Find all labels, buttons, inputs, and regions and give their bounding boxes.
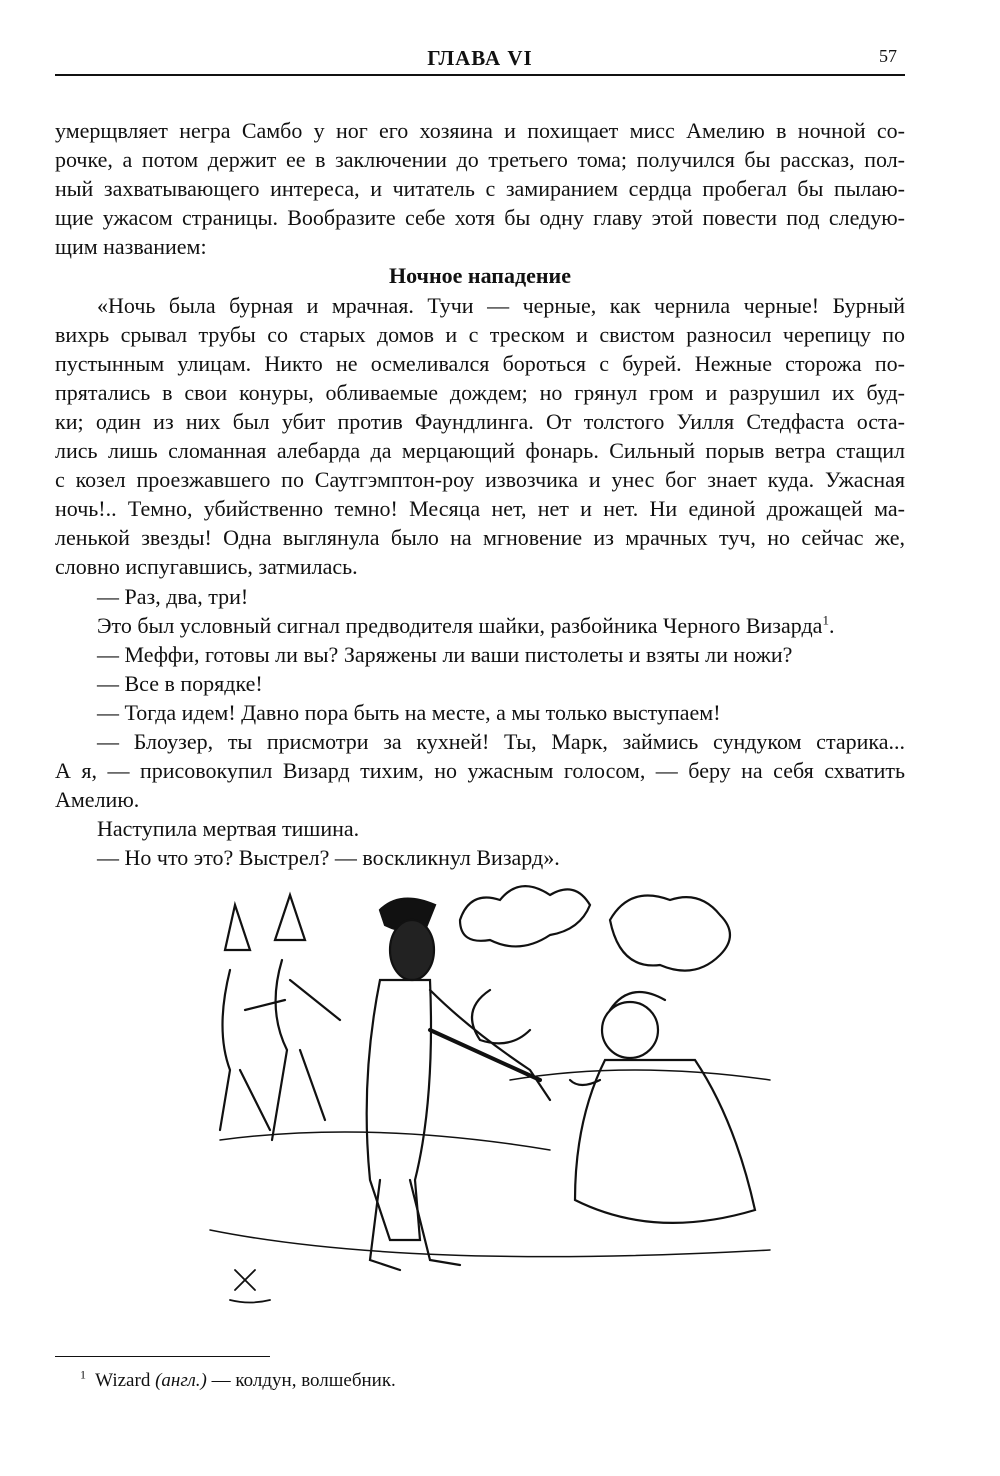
- text-line: словно испугавшись, затмилась.: [55, 554, 358, 580]
- footnote-rule: [55, 1356, 270, 1357]
- header-rule: [55, 74, 905, 76]
- running-head: [55, 44, 905, 74]
- text-line: лись лишь сломанная алебарда да мерцающий фонарь. Сильный порыв ветра стащил: [55, 438, 905, 464]
- footnote-lang: (англ.): [155, 1370, 207, 1391]
- text-line: Наступила мертвая тишина.: [97, 816, 360, 842]
- text-line: щим названием:: [55, 234, 207, 260]
- footnote-text: — колдун, волшебник.: [206, 1370, 396, 1391]
- text-line: ный захватывающего интереса, и читатель с замиранием сердца пробегал бы пылаю-: [55, 176, 905, 202]
- text-line: — Тогда идем! Давно пора быть на месте, а мы только выступаем!: [97, 699, 721, 725]
- footnote-term: Wizard: [95, 1370, 151, 1391]
- text-line: А я, — присовокупил Визард тихим, но ужасным голосом, — беру на себя схватить: [55, 758, 905, 784]
- text-line: прятались в свои конуры, обливаемые дождем; но грянул гром и разрушил их буд-: [55, 379, 905, 405]
- text-line: вихрь срывал трубы со старых домов и с треском и свистом разносил черепицу по: [55, 321, 905, 347]
- text-line: рочке, а потом держит ее в заключении до третьего тома; получился бы рассказ, пол-: [55, 147, 905, 173]
- footnote-reference[interactable]: 1: [822, 612, 829, 628]
- text-line: ки; один из них был убит против Фаундлинга. От толстого Уилля Стедфаста оста-: [55, 408, 905, 434]
- text-line: — Но что это? Выстрел? — воскликнул Визард».: [97, 845, 560, 871]
- chapter-title: ГЛАВА VI: [427, 46, 533, 70]
- page-number: 57: [879, 46, 897, 66]
- text-line: щие ужасом страницы. Вообразите себе хотя бы одну главу этой повести под следую-: [55, 205, 905, 231]
- text-line: — Раз, два, три!: [97, 583, 249, 609]
- text-span: Это был условный сигнал предводителя шайки, разбойника Черного Визарда: [97, 612, 823, 638]
- footnote-mark: 1: [80, 1367, 86, 1382]
- text-line: ленькой звезды! Одна выглянула было на мгновение из мрачных туч, но сейчас же,: [55, 525, 905, 551]
- illustration-robbery-scene: [190, 880, 790, 1320]
- text-line: пустынным улицам. Никто не осмеливался бороться с бурей. Нежные сторожа по-: [55, 350, 905, 376]
- text-line: Амелию.: [55, 787, 140, 813]
- text-line: с козел проезжавшего по Саутгэмптон-роу извозчика и унес бог знает куда. Ужасная: [55, 467, 905, 493]
- text-line: — Меффи, готовы ли вы? Заряжены ли ваши пистолеты и взяты ли ножи?: [97, 641, 793, 667]
- section-heading: Ночное нападение: [389, 263, 571, 289]
- body-text: [55, 116, 905, 872]
- text-line: — Все в порядке!: [97, 670, 263, 696]
- footnote: [80, 1367, 396, 1392]
- text-line: — Блоузер, ты присмотри за кухней! Ты, Марк, займись сундуком старика...: [97, 728, 905, 754]
- text-line: Это был условный сигнал предводителя шайки, разбойника Черного Визарда$^1$.: [97, 612, 835, 638]
- text-line: ночь!.. Темно, убийственно темно! Месяца нет, нет и нет. Ни единой дрожащей ма-: [55, 496, 905, 522]
- text-line: умерщвляет негра Самбо у ног его хозяина и похищает мисс Амелию в ночной со-: [55, 118, 905, 143]
- text-line: «Ночь была бурная и мрачная. Тучи — черные, как чернила черные! Бурный: [97, 292, 905, 318]
